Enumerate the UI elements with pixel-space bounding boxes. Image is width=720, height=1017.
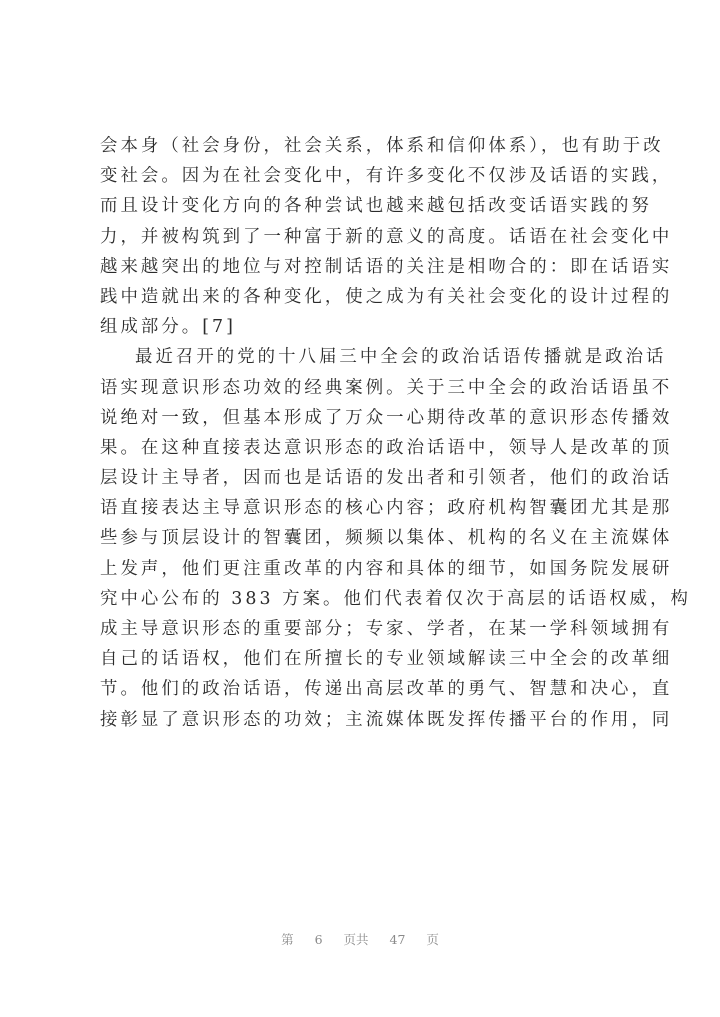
paragraph-first-line: 最近召开的党的十八届三中全会的政治话语传播就是政治话	[135, 347, 667, 368]
text-line: 越来越突出的地位与对控制话语的关注是相吻合的：即在话语实	[100, 256, 673, 277]
text-line: 变社会。因为在社会变化中，有许多变化不仅涉及话语的实践，	[100, 166, 673, 187]
text-line: 接彰显了意识形态的功效；主流媒体既发挥传播平台的作用，同	[100, 709, 673, 730]
body-text	[100, 131, 691, 735]
footer-middle: 页共	[343, 932, 369, 947]
text-line: 层设计主导者，因而也是话语的发出者和引领者，他们的政治话	[100, 468, 673, 489]
text-line: 节。他们的政治话语，传递出高层改革的勇气、智慧和决心，直	[100, 679, 673, 700]
text-line: 语直接表达主导意识形态的核心内容；政府机构智囊团尤其是那	[100, 498, 673, 519]
text-line: 些参与顶层设计的智囊团，频频以集体、机构的名义在主流媒体	[100, 528, 673, 549]
text-line: 说绝对一致，但基本形成了万众一心期待改革的意识形态传播效	[100, 407, 673, 428]
text-line: 上发声，他们更注重改革的内容和具体的细节，如国务院发展研	[100, 558, 673, 579]
text-line: 践中造就出来的各种变化，使之成为有关社会变化的设计过程的	[100, 286, 673, 307]
text-line: 自己的话语权，他们在所擅长的专业领域解读三中全会的改革细	[100, 649, 673, 670]
text-line: 会本身（社会身份，社会关系，体系和信仰体系），也有助于改	[100, 136, 664, 156]
total-pages-number: 47	[389, 932, 406, 947]
current-page-number: 6	[314, 932, 323, 947]
text-line: 究中心公布的 383 方案。他们代表着仅次于高层的话语权威，构	[100, 588, 691, 609]
text-line: 力，并被构筑到了一种富于新的意义的高度。话语在社会变化中	[100, 226, 673, 247]
text-line: 成主导意识形态的重要部分；专家、学者，在某一学科领域拥有	[100, 619, 673, 639]
footer-suffix: 页	[426, 932, 439, 947]
text-line: 组成部分。[7]	[100, 317, 236, 338]
text-line: 果。在这种直接表达意识形态的政治话语中，领导人是改革的顶	[100, 437, 673, 458]
page-footer	[0, 930, 720, 948]
footer-prefix: 第	[281, 932, 294, 947]
text-line: 而且设计变化方向的各种尝试也越来越包括改变话语实践的努	[100, 196, 652, 217]
text-line: 语实现意识形态功效的经典案例。关于三中全会的政治话语虽不	[100, 377, 673, 398]
